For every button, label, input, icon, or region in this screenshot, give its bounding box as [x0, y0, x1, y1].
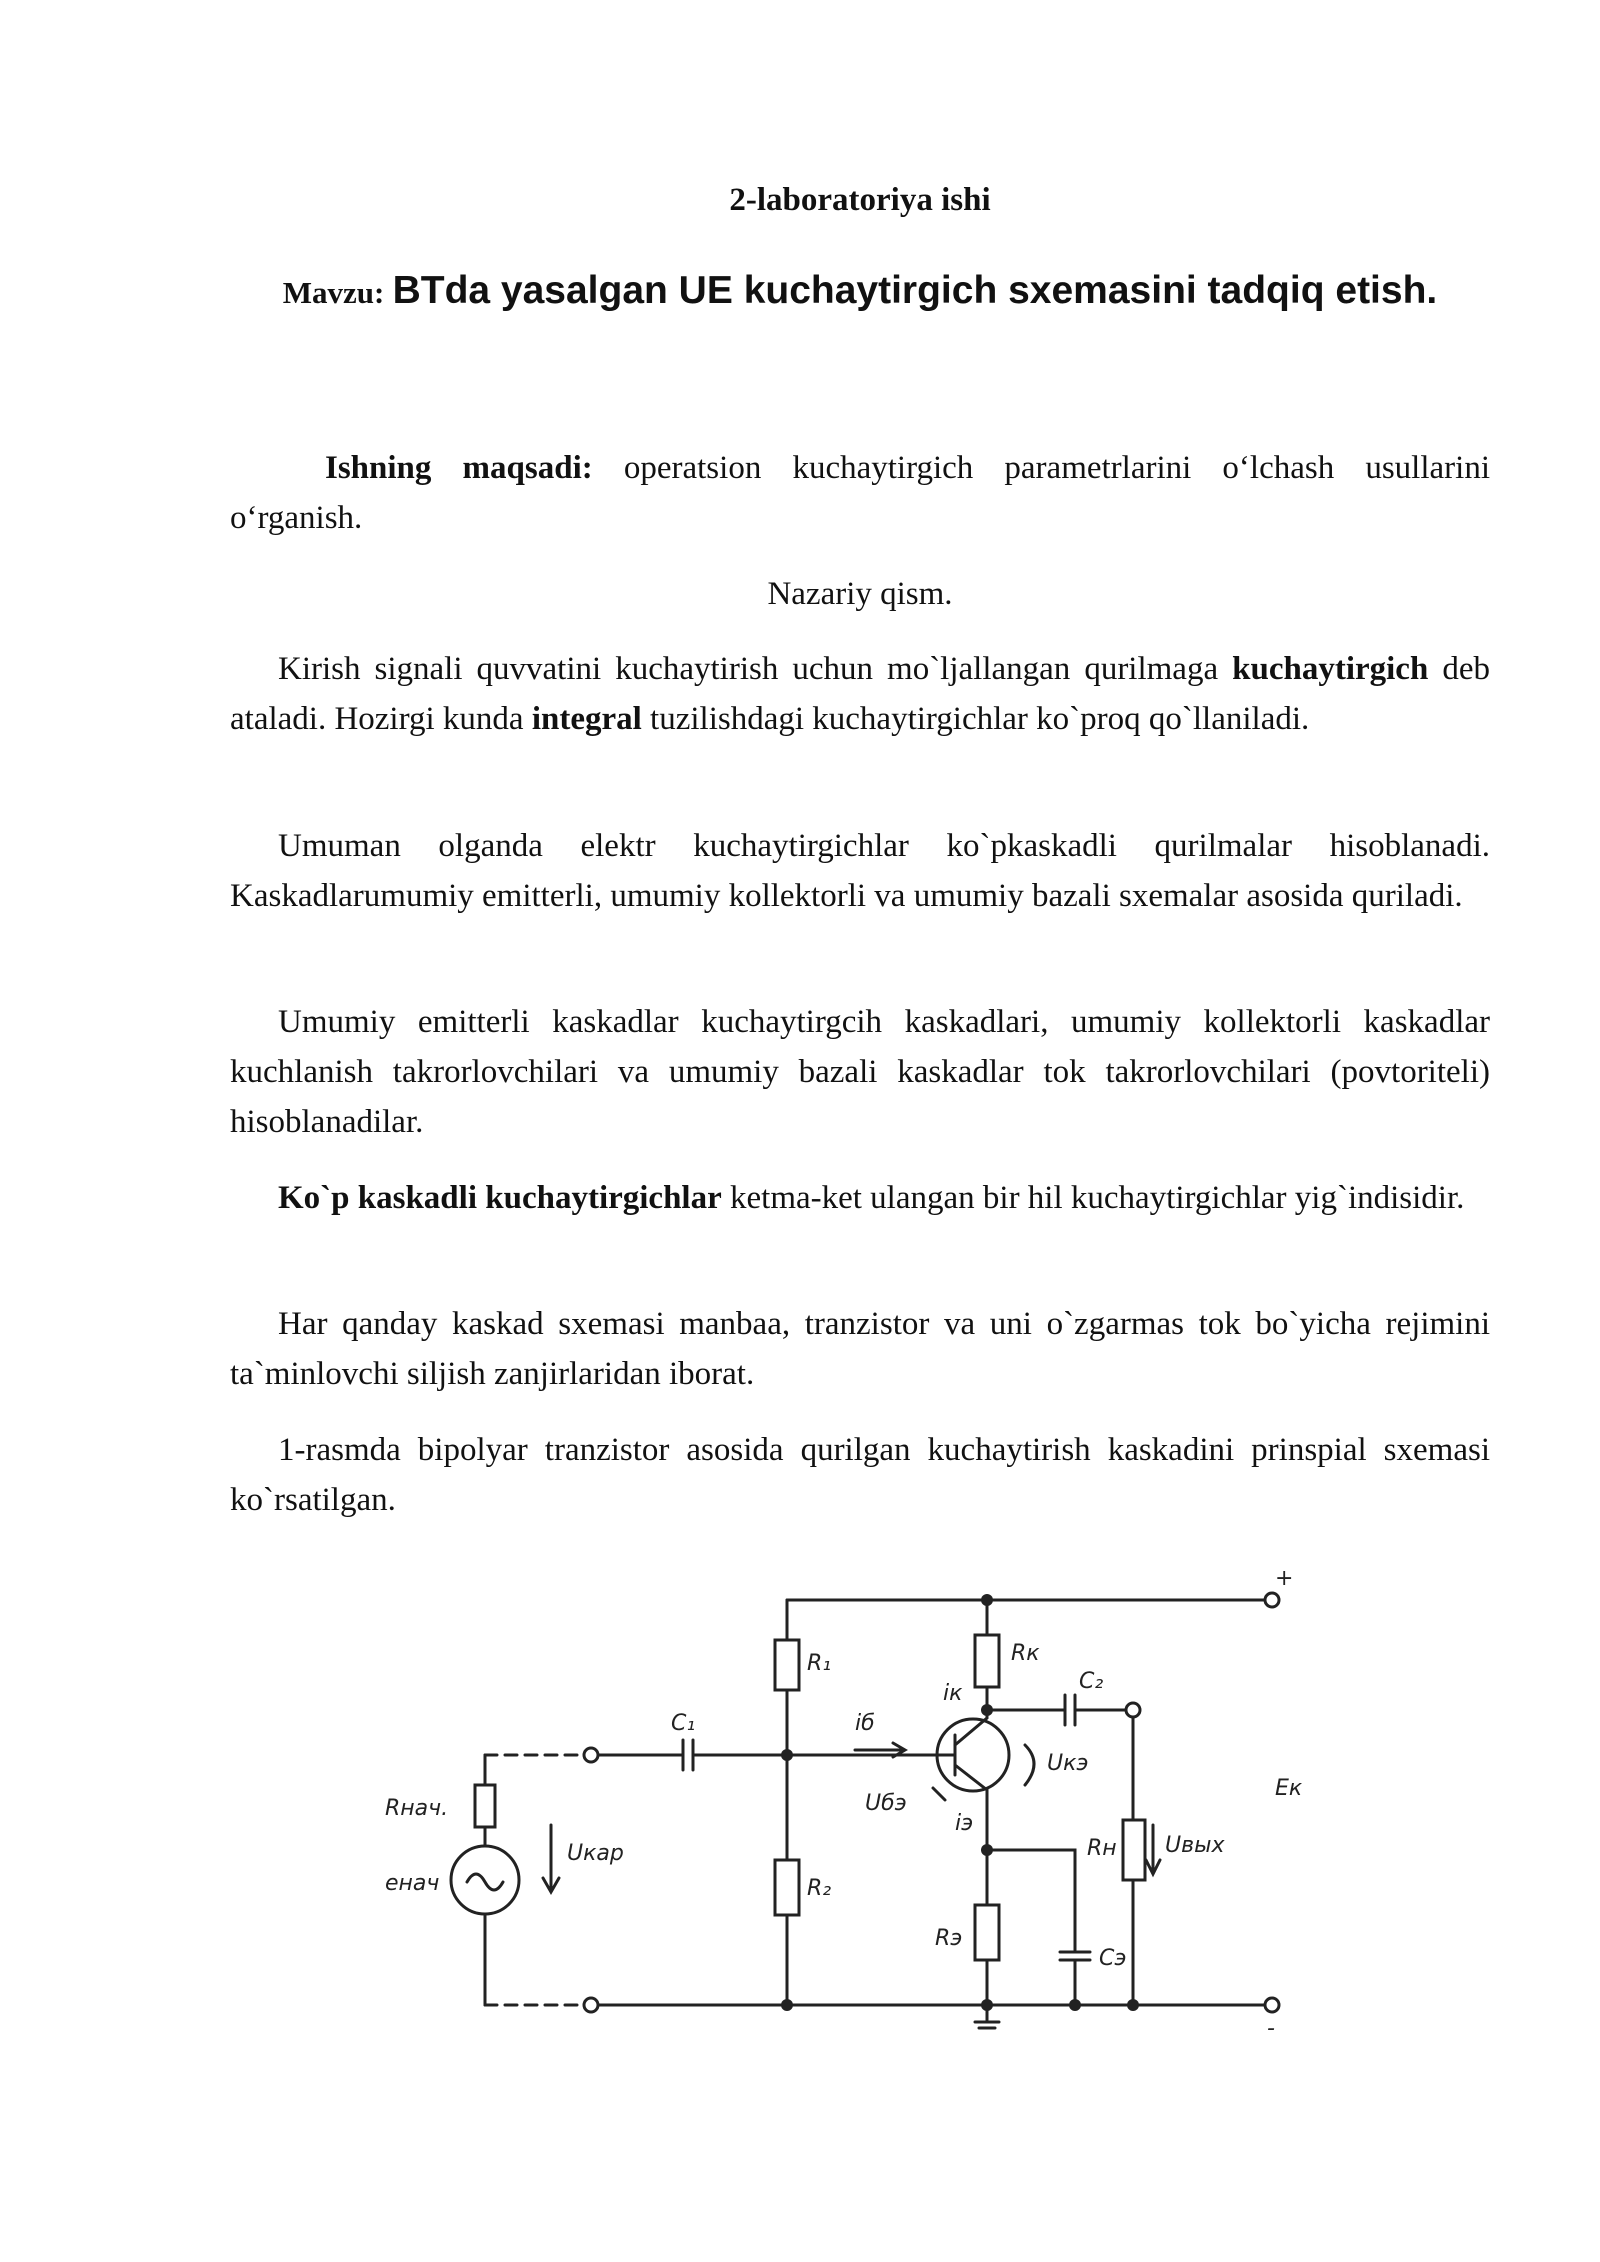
- paragraph-1: [230, 644, 1490, 744]
- label-r1: R₁: [807, 1651, 832, 1676]
- label-ie: iэ: [955, 1811, 974, 1836]
- circuit-diagram: [375, 1560, 1355, 2060]
- label-ik: iк: [943, 1681, 963, 1706]
- label-ib: iб: [855, 1711, 875, 1736]
- goal-text: operatsion kuchaytirgich parametrlarini o‘lchash usullarini o‘rganish.: [230, 450, 1490, 536]
- goal-label: Ishning maqsadi:: [325, 450, 593, 486]
- label-r2: R₂: [807, 1876, 832, 1901]
- paragraph-2: Umuman olganda elektr kuchaytirgichlar ko`pkaskadli qurilmalar hisoblanadi. Kaskadlarumumiy emitterli, umumiy kollektorli va umumiy bazali sxemalar asosida quriladi.: [230, 828, 1490, 914]
- label-ube: Uбэ: [865, 1791, 907, 1816]
- label-uin: Uкар: [567, 1841, 624, 1866]
- topic-label: Mavzu:: [282, 275, 385, 310]
- label-c2: C₂: [1079, 1669, 1104, 1694]
- topic-heading: [230, 266, 1490, 318]
- label-rgen: Rнач.: [385, 1796, 449, 1821]
- p4-bold: Ko`p kaskadli kuchaytirgichlar: [278, 1180, 722, 1216]
- label-uout: Uвых: [1165, 1833, 1225, 1858]
- label-c1: C₁: [671, 1711, 696, 1736]
- paragraph-3: Umumiy emitterli kaskadlar kuchaytirgcih kaskadlari, umumiy kollektorli kaskadlar kuchlanish takrorlovchilari va umumiy bazali kaskadlar tok takrorlovchilari (povtoriteli) hisoblanadilar.: [230, 1004, 1490, 1140]
- p1-text-c: deb ataladi. Hozirgi kunda: [230, 651, 1490, 737]
- p1-bold-kuchaytirgich: kuchaytirgich: [1232, 651, 1429, 687]
- label-ek: Eк: [1275, 1776, 1303, 1801]
- label-ce: Cэ: [1099, 1946, 1127, 1971]
- p1-text-e: tuzilishdagi kuchaytirgichlar ko`proq qo`llaniladi.: [641, 701, 1310, 737]
- p1-text-a: Kirish signali quvvatini kuchaytirish uchun mo`ljallangan qurilmaga: [278, 651, 1233, 687]
- p4-text: ketma-ket ulangan bir hil kuchaytirgichlar yig`indisidir.: [721, 1180, 1465, 1216]
- section-title: Nazariy qism.: [767, 576, 953, 612]
- label-rk: Rк: [1011, 1641, 1040, 1666]
- p1-bold-integral: integral: [531, 701, 642, 737]
- paragraph-6: 1-rasmda bipolyar tranzistor asosida qurilgan kuchaytirish kaskadini prinspial sxemasi ko`rsatilgan.: [230, 1432, 1490, 1518]
- label-re: Rэ: [935, 1926, 963, 1951]
- label-minus: -: [1267, 2016, 1275, 2041]
- label-rn: Rн: [1087, 1836, 1117, 1861]
- lab-title: 2-laboratoriya ishi: [729, 182, 991, 218]
- goal-paragraph: [230, 443, 1490, 543]
- paragraph-4: [230, 1173, 1490, 1223]
- circuit-svg: [375, 1560, 1355, 2060]
- paragraph-5: Har qanday kaskad sxemasi manbaa, tranzistor va uni o`zgarmas tok bo`yicha rejimini ta`minlovchi siljish zanjirlaridan iborat.: [230, 1306, 1490, 1392]
- label-egen: eнач: [385, 1871, 440, 1896]
- topic-text: BTda yasalgan UE kuchaytirgich sxemasini tadqiq etish.: [392, 269, 1438, 312]
- label-plus: +: [1275, 1566, 1294, 1591]
- label-uke: Uкэ: [1047, 1751, 1089, 1776]
